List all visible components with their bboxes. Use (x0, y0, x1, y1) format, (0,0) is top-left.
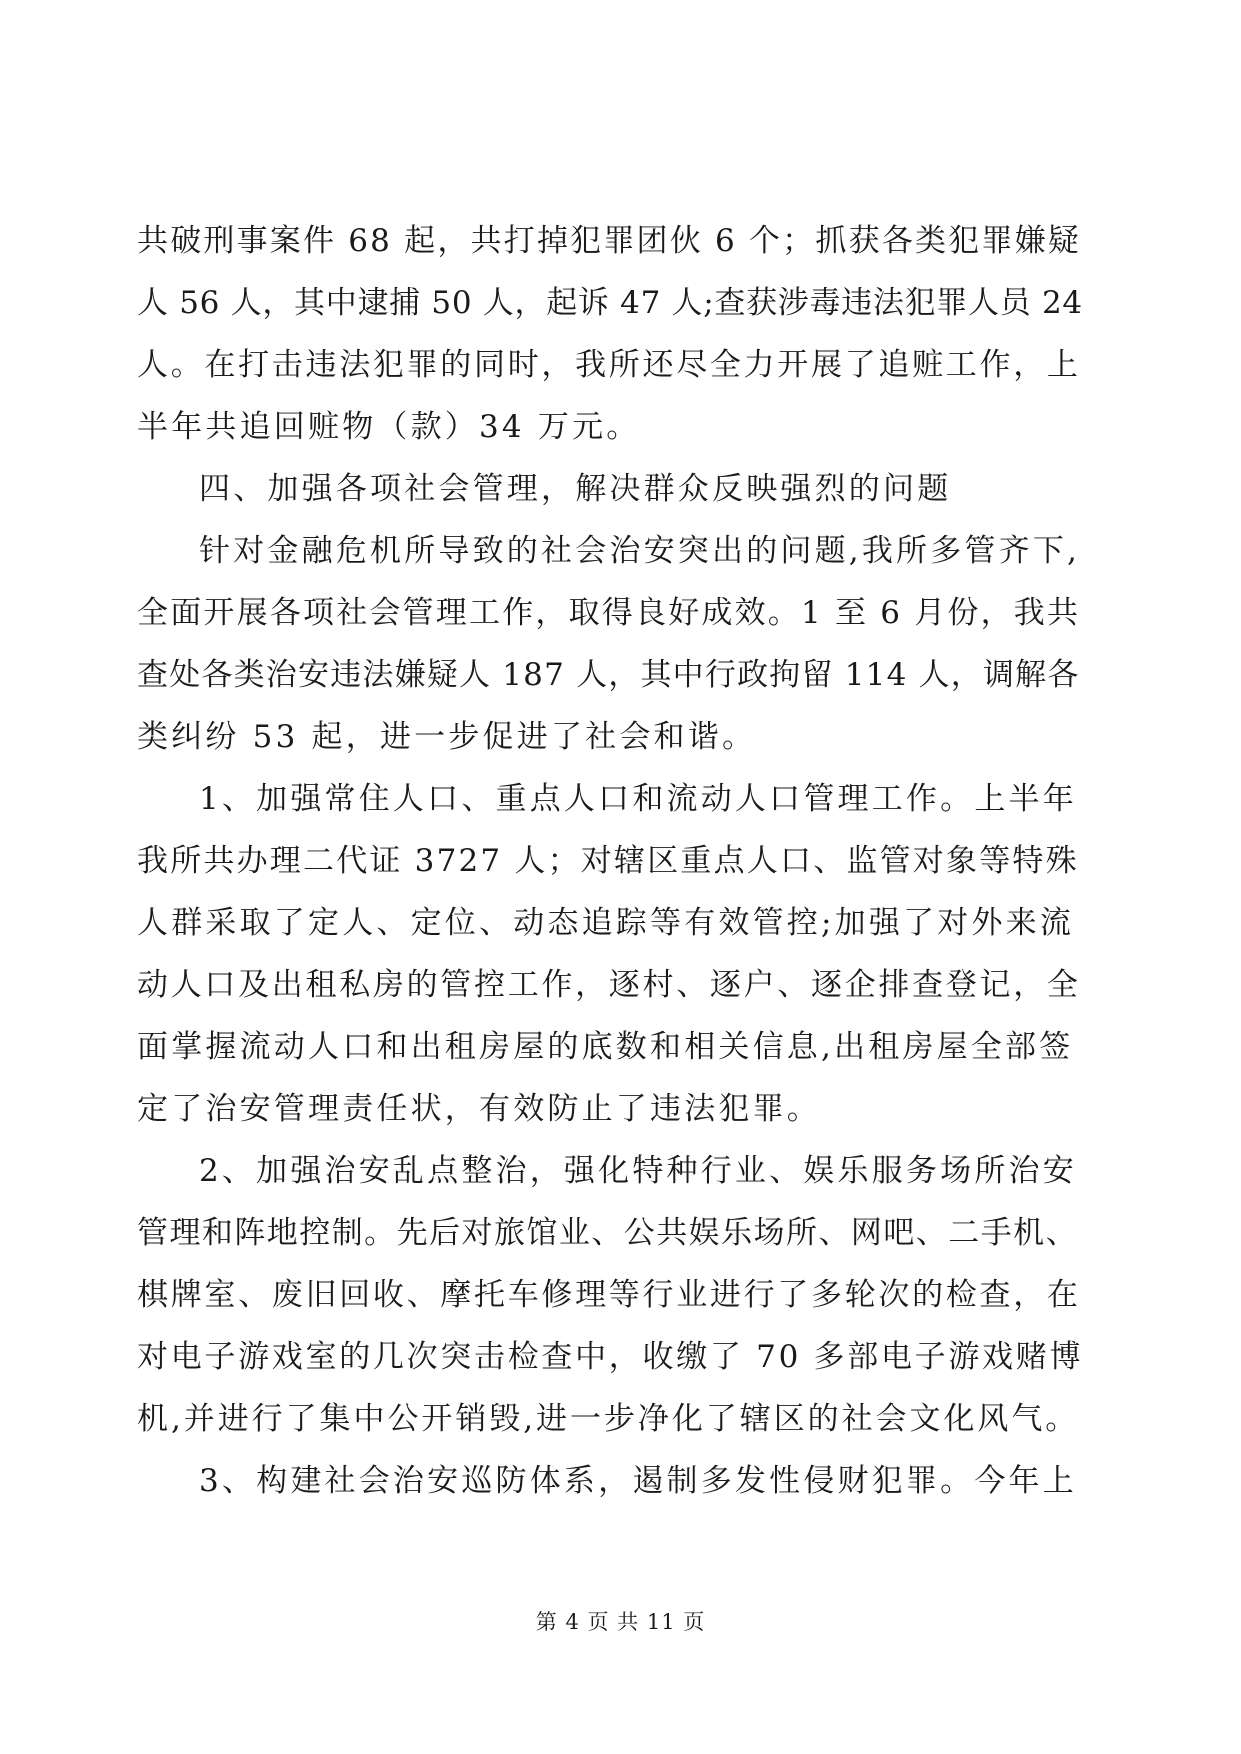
text-line: 机,并进行了集中公开销毁,进一步净化了辖区的社会文化风气。 (137, 1401, 1080, 1437)
text-line: 我所共办理二代证 3727 人；对辖区重点人口、监管对象等特殊 (137, 843, 1079, 879)
text-line: 查处各类治安违法嫌疑人 187 人，其中行政拘留 114 人，调解各 (137, 657, 1080, 693)
text-line: 棋牌室、废旧回收、摩托车修理等行业进行了多轮次的检查，在 (137, 1277, 1081, 1313)
text-line: 对电子游戏室的几次突击检查中，收缴了 70 多部电子游戏赌博 (137, 1339, 1084, 1375)
text-line: 2、加强治安乱点整治，强化特种行业、娱乐服务场所治安 (199, 1153, 1077, 1189)
text-line: 动人口及出租私房的管控工作，逐村、逐户、逐企排查登记，全 (137, 967, 1081, 1003)
text-line: 3、构建社会治安巡防体系，遏制多发性侵财犯罪。今年上 (199, 1463, 1077, 1499)
text-line: 定了治安管理责任状，有效防止了违法犯罪。 (137, 1091, 821, 1127)
section-heading: 四、加强各项社会管理，解决群众反映强烈的问题 (199, 471, 952, 507)
text-line: 人群采取了定人、定位、动态追踪等有效管控;加强了对外来流 (137, 905, 1075, 941)
text-line: 1、加强常住人口、重点人口和流动人口管理工作。上半年 (199, 781, 1077, 817)
text-line: 全面开展各项社会管理工作，取得良好成效。1 至 6 月份，我共 (137, 595, 1081, 631)
text-line: 人。在打击违法犯罪的同时，我所还尽全力开展了追赃工作，上 (137, 347, 1081, 383)
text-line: 半年共追回赃物（款）34 万元。 (137, 409, 641, 445)
text-line: 针对金融危机所导致的社会治安突出的问题,我所多管齐下, (199, 533, 1081, 569)
text-line: 共破刑事案件 68 起，共打掉犯罪团伙 6 个；抓获各类犯罪嫌疑 (137, 223, 1081, 259)
text-line: 面掌握流动人口和出租房屋的底数和相关信息,出租房屋全部签 (137, 1029, 1074, 1065)
text-line: 管理和阵地控制。先后对旅馆业、公共娱乐场所、网吧、二手机、 (137, 1215, 1079, 1251)
body-text (137, 223, 1084, 1528)
text-line: 人 56 人，其中逮捕 50 人，起诉 47 人;查获涉毒违法犯罪人员 24 (137, 285, 1083, 321)
text-line: 类纠纷 53 起，进一步促进了社会和谐。 (137, 719, 757, 755)
page-number-footer: 第 4 页 共 11 页 (535, 1610, 706, 1634)
